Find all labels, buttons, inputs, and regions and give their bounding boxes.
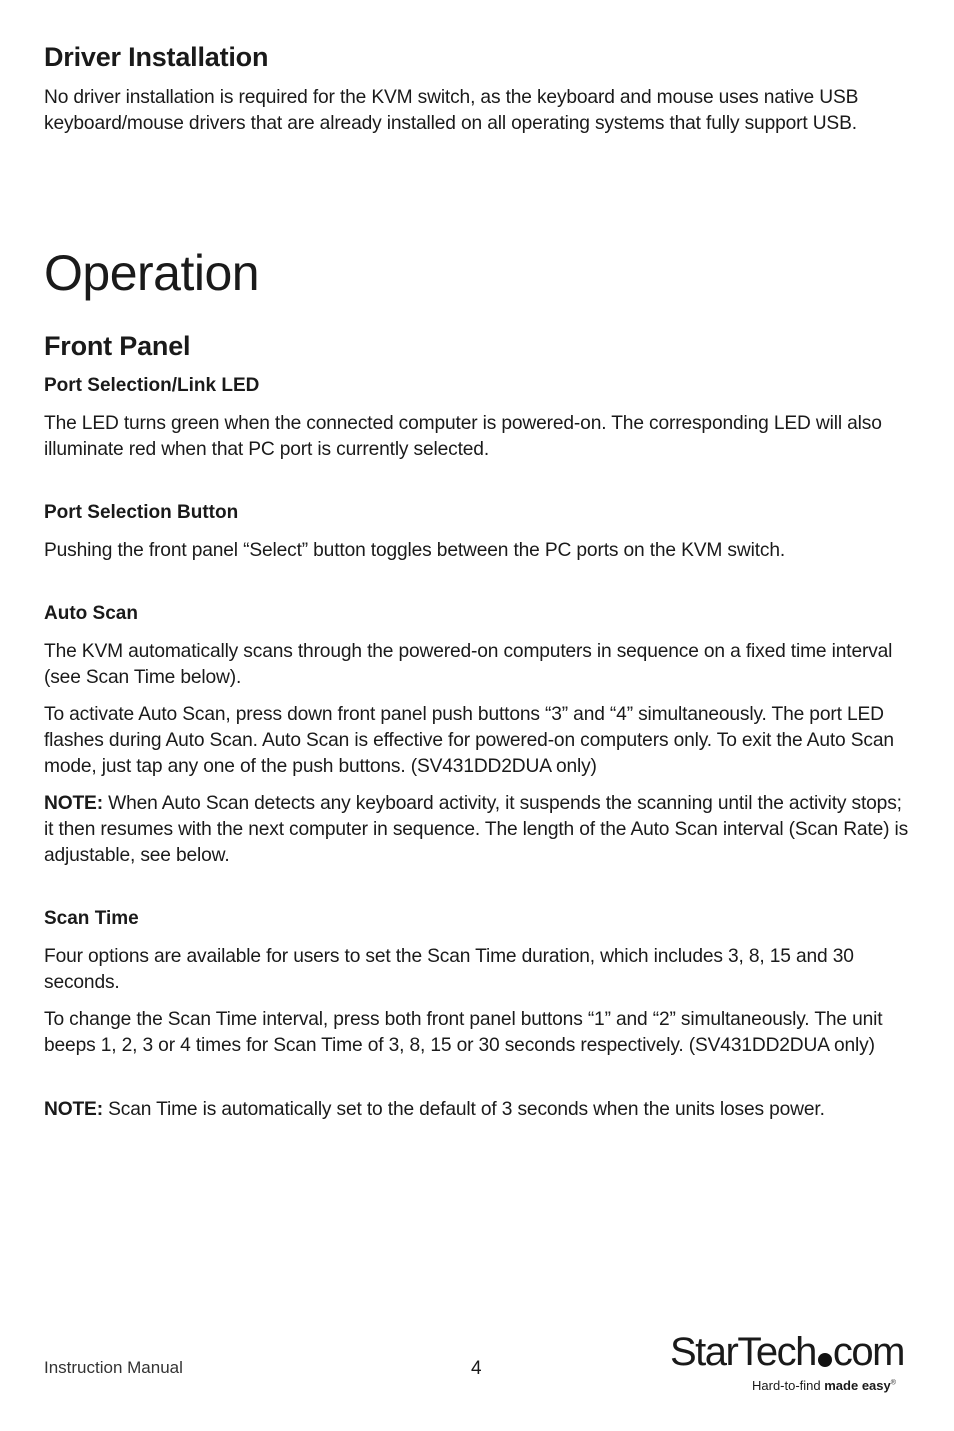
port-selection-button-heading: Port Selection Button (44, 502, 239, 523)
logo-tag-bold: made easy (824, 1378, 891, 1393)
startech-logo (670, 1330, 920, 1400)
logo-suffix: com (832, 1330, 904, 1374)
port-selection-led-heading: Port Selection/Link LED (44, 375, 260, 396)
front-panel-heading: Front Panel (44, 331, 191, 361)
page-number: 4 (471, 1358, 482, 1379)
scan-time-heading: Scan Time (44, 908, 139, 929)
logo-main-text: StarTech (670, 1330, 816, 1374)
footer-document-title: Instruction Manual (44, 1358, 183, 1377)
auto-scan-note (44, 791, 910, 869)
driver-installation-paragraph: No driver installation is required for the KVM switch, as the keyboard and mouse uses native USB keyboard/mouse drivers that are already installed on all operating systems that fully support USB. (44, 87, 859, 134)
port-selection-led-paragraph: The LED turns green when the connected computer is powered-on. The corresponding LED will also illuminate red when that PC port is currently selected. (44, 413, 882, 460)
scan-time-note (44, 1097, 910, 1123)
note-text: Scan Time is automatically set to the default of 3 seconds when the units loses power. (102, 1099, 825, 1120)
note-text: When Auto Scan detects any keyboard activity, it suspends the scanning until the activity stops; it then resumes with the next computer in sequence. The length of the Auto Scan interval (Scan Rate) is adjustable, see below. (44, 793, 909, 866)
note-label: NOTE: (44, 793, 103, 814)
scan-time-paragraph-1: Four options are available for users to set the Scan Time duration, which includes 3, 8, 15 and 30 seconds. (44, 946, 854, 993)
scan-time-paragraph-2: To change the Scan Time interval, press both front panel buttons “1” and “2” simultaneously. The unit beeps 1, 2, 3 or 4 times for Scan Time of 3, 8, 15 or 30 seconds respectively. (SV431DD2DUA only) (44, 1009, 883, 1056)
logo-tag-regular: Hard-to-find (752, 1378, 825, 1393)
operation-title: Operation (44, 245, 260, 301)
driver-installation-heading: Driver Installation (44, 42, 269, 72)
auto-scan-paragraph-1: The KVM automatically scans through the powered-on computers in sequence on a fixed time interval (see Scan Time below). (44, 641, 893, 688)
logo-tag-mark: ® (890, 1379, 896, 1387)
port-selection-button-paragraph: Pushing the front panel “Select” button toggles between the PC ports on the KVM switch. (44, 540, 786, 561)
logo-tagline (752, 1378, 896, 1393)
auto-scan-paragraph-2: To activate Auto Scan, press down front panel push buttons “3” and “4” simultaneously. The port LED flashes during Auto Scan. Auto Scan is effective for powered-on computers only. To exit the Auto Scan mode, just tap any one of the push buttons. (SV431DD2DUA only) (44, 704, 894, 777)
auto-scan-heading: Auto Scan (44, 603, 138, 624)
logo-dot-icon (818, 1353, 832, 1367)
logo-wordmark (670, 1330, 904, 1374)
note-label: NOTE: (44, 1099, 103, 1120)
